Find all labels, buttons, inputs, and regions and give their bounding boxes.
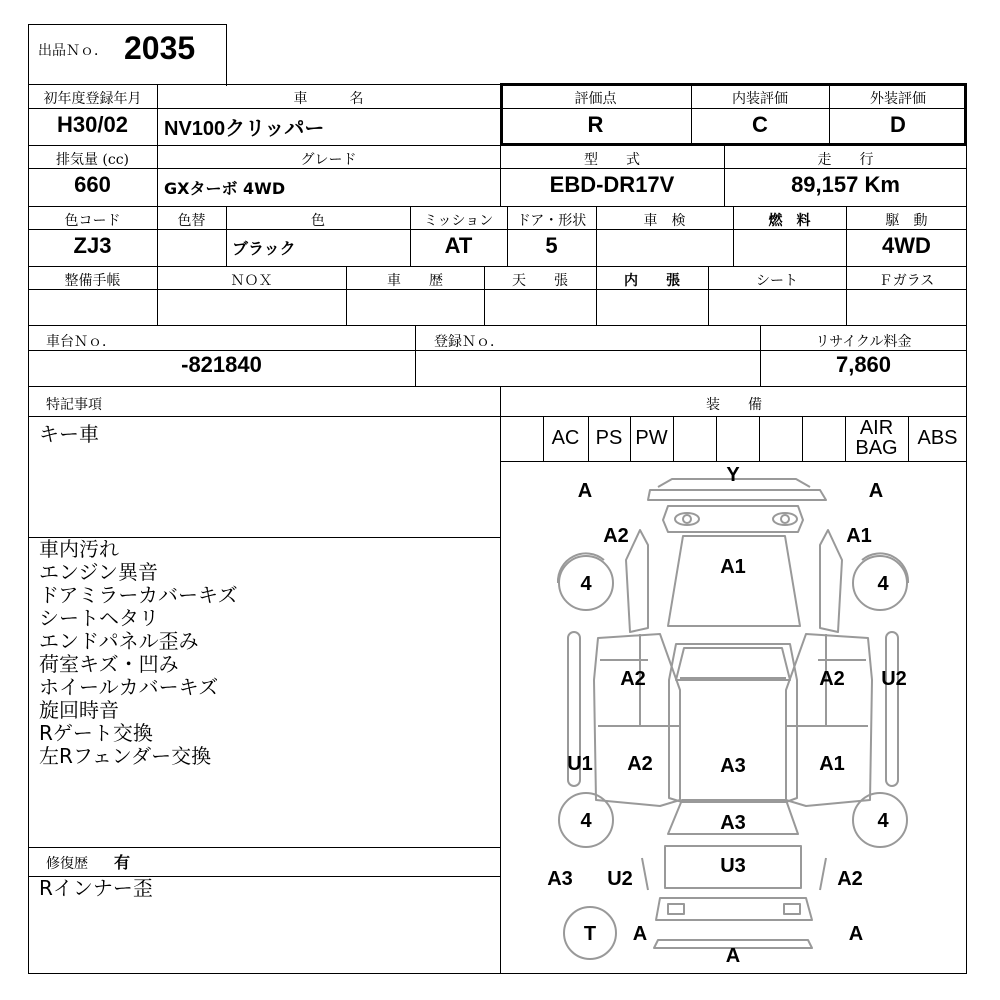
mark-right-edge: U2 (881, 668, 907, 690)
car-diagram (501, 462, 967, 973)
equipment-pw: PW (635, 427, 668, 449)
chassis-label: 車台Ｎｏ． (46, 334, 116, 350)
mark-left-rear-door: A2 (627, 753, 653, 775)
mark-spare-tire: T (583, 923, 597, 945)
equipment-label: 装 備 (706, 397, 762, 413)
repair-value: 有 (114, 853, 131, 872)
glass-label: Ｆガラス (878, 273, 935, 289)
chassis-value: -821840 (181, 352, 262, 377)
notes-key: キー車 (39, 422, 99, 446)
roof-label: 天 張 (512, 273, 568, 289)
repaint-label: 色替 (177, 213, 206, 229)
mark-rear-glass: A3 (720, 812, 746, 834)
registration-no-label: 登録Ｎｏ． (434, 334, 504, 350)
displacement-value: 660 (74, 172, 111, 197)
mark-tire-rear-right: 4 (877, 810, 889, 832)
grade-label: グレード (300, 152, 357, 168)
displacement-label: 排気量 (cc) (55, 152, 130, 168)
maintenance-label: 整備手帳 (64, 273, 121, 289)
mark-hood-left: A2 (603, 525, 629, 547)
notes-label: 特記事項 (46, 397, 102, 413)
inspection-label: 車 検 (643, 213, 686, 229)
notes-list: 車内汚れ エンジン異音 ドアミラーカバーキズ シートヘタリ エンドパネル歪み 荷室キズ・凹み ホイールカバーキズ 旋回時音 Rゲート交換 左Rフェンダー交換 (39, 537, 238, 768)
mark-left-front-door: A2 (620, 668, 646, 690)
mark-left-sill: U1 (567, 753, 593, 775)
fuel-label: 燃 料 (768, 213, 811, 229)
interior-label: 内装評価 (732, 91, 788, 107)
repair-label: 修復歴 (46, 856, 88, 872)
equipment-ac: AC (551, 427, 580, 449)
grade-value: GXターボ 4WD (164, 179, 286, 198)
mark-top-y: Y (726, 464, 740, 486)
lot-number-label: 出品Ｎｏ． (38, 43, 108, 59)
mark-roof: A3 (720, 755, 746, 777)
mark-tire-front-left: 4 (580, 573, 592, 595)
history-label: 車 歴 (387, 273, 443, 289)
nox-label: ＮＯＸ (230, 273, 273, 289)
inner-label: 内 張 (624, 273, 680, 289)
mileage-value: 89,157 Km (791, 172, 900, 197)
color-code-value: ZJ3 (73, 233, 112, 258)
drive-value: 4WD (882, 233, 931, 258)
equipment-ps: PS (595, 427, 623, 449)
car-name-label: 車 名 (293, 91, 364, 107)
mark-right-front-door: A2 (819, 668, 845, 690)
mileage-label: 走 行 (817, 152, 874, 168)
score-value: R (587, 112, 604, 137)
lot-number: 2035 (124, 30, 196, 66)
mission-label: ミッション (423, 213, 494, 229)
mark-rear-left-corner: A (632, 923, 648, 945)
mark-right-rear-door: A1 (819, 753, 845, 775)
color-label: 色 (311, 213, 325, 229)
mark-hood: A1 (720, 556, 746, 578)
exterior-label: 外装評価 (870, 91, 926, 107)
model-label: 型 式 (584, 152, 640, 168)
interior-value: C (752, 112, 768, 137)
door-value: 5 (545, 233, 558, 258)
color-code-label: 色コード (64, 213, 121, 229)
registration-label: 初年度登録年月 (43, 91, 142, 107)
mark-hood-right: A1 (846, 525, 872, 547)
seat-label: シート (756, 273, 798, 289)
mark-rear-bumper: A (725, 945, 741, 967)
model-value: EBD-DR17V (549, 172, 675, 197)
drive-label: 駆 動 (885, 213, 928, 229)
equipment-airbag: AIR BAG (855, 417, 898, 459)
mark-front-left-corner: A (577, 480, 593, 502)
score-label: 評価点 (574, 91, 617, 107)
mark-left-rear: A3 (547, 868, 573, 890)
equipment-abs: ABS (917, 427, 958, 449)
mark-front-right-corner: A (868, 480, 884, 502)
registration-value: H30/02 (57, 112, 128, 137)
recycle-value: 7,860 (835, 352, 892, 377)
car-name-value: NV100クリッパー (164, 118, 325, 140)
mark-left-rear-2: U2 (607, 868, 633, 890)
door-label: ドア・形状 (516, 213, 587, 229)
mission-value: AT (444, 233, 473, 258)
mark-tire-front-right: 4 (877, 573, 889, 595)
repair-detail: Rインナー歪 (39, 876, 153, 900)
mark-rear-right-corner: A (848, 923, 864, 945)
mark-tire-rear-left: 4 (580, 810, 592, 832)
recycle-label: リサイクル料金 (815, 334, 912, 350)
mark-back-door: U3 (720, 855, 746, 877)
exterior-value: D (890, 112, 906, 137)
mark-right-rear: A2 (837, 868, 863, 890)
color-value: ブラック (232, 239, 296, 258)
